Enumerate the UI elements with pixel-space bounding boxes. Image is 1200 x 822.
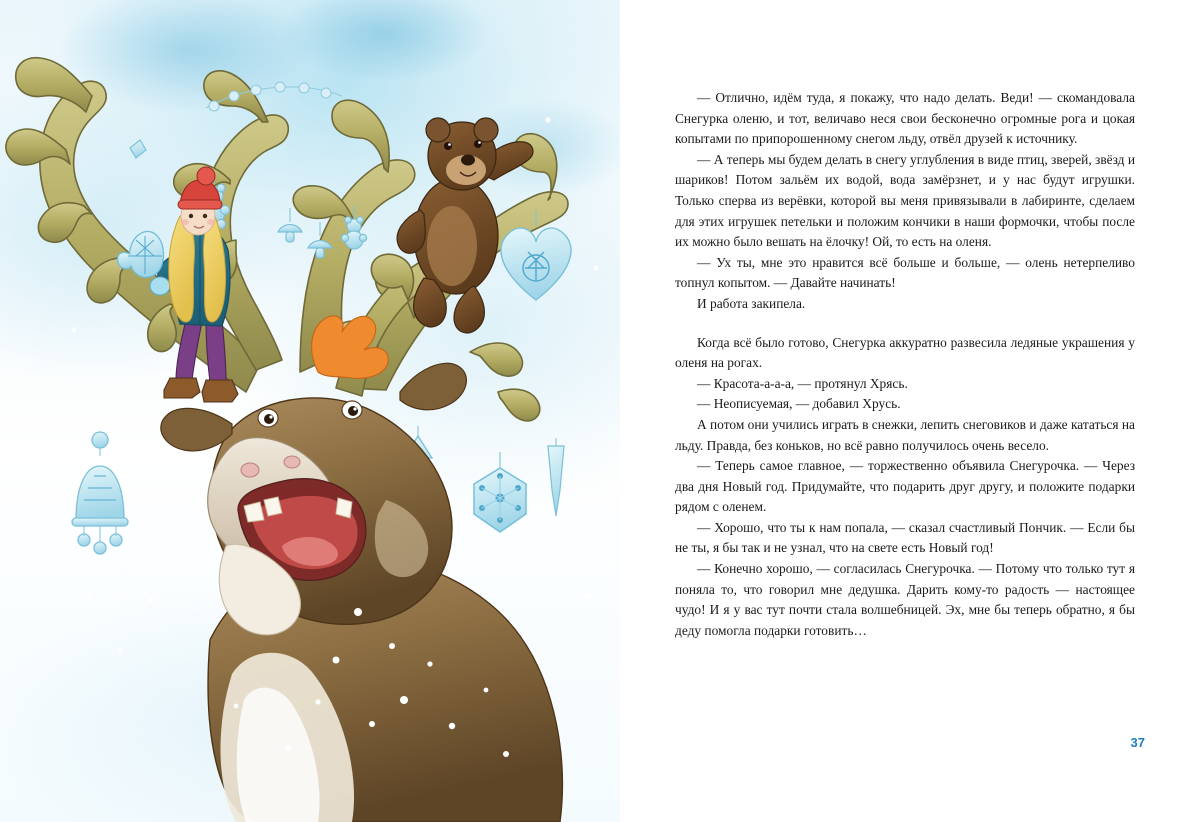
paragraph: И работа закипела. xyxy=(697,295,806,311)
page-number: 37 xyxy=(1130,735,1145,750)
ice-ornament-mitten xyxy=(130,140,146,158)
body-text xyxy=(675,88,1135,641)
paragraph: Когда всё было готово, Снегурка аккуратно развесила ледяные украшения у оленя на рогах. xyxy=(675,334,1135,371)
paragraph: — Ух ты, мне это нравится всё больше и больше, — олень нетерпеливо топнул копытом. — Давайте начинать! xyxy=(675,254,1135,291)
ice-ornament-icicle xyxy=(548,438,564,516)
paragraph: — Конечно хорошо, — согласилась Снегурочка. — Потому что только тут я поняла то, что говорил мне дедушка. Дарить кому-то радость — настоящее чудо! И я у вас тут почти стала волшебницей. Эх, мне бы теперь обратно, я бы деду помогла подарки готовить… xyxy=(675,561,1135,638)
paragraph: — Неописуемая, — добавил Хрусь. xyxy=(697,396,901,412)
paragraph: — А теперь мы будем делать в снегу углубления в виде птиц, зверей, звёзд и шариков! Потом зальём их водой, вода замёрзнет, и у нас будут игрушки. Только сперва из верёвки, которой вы меня привязывали в лабиринте, сделаем для этих игрушек петельки и положим кончики в наши формочки, чтобы после их можно было вешать на ёлочку! Ой, то есть на оленя. xyxy=(675,151,1135,250)
text-panel xyxy=(620,0,1200,822)
paragraph: — Отлично, идём туда, я покажу, что надо делать. Веди! — скомандовала Снегурка оленю, и тот, величаво неся свои бесконечно огромные рога и цокая копытами по припорошенному снегом льду, отвёл друзей к источнику. xyxy=(675,90,1135,147)
paragraph: — Красота-а-а-а, — протянул Хрясь. xyxy=(697,375,908,391)
paragraph: — Хорошо, что ты к нам попала, — сказал счастливый Пончик. — Если бы не ты, я бы так и не узнал, что на свете есть Новый год! xyxy=(675,519,1135,556)
paragraph: — Теперь самое главное, — торжественно объявила Снегурочка. — Через два дня Новый год. Придумайте, что подарить друг другу, и положите подарки рядом с оленем. xyxy=(675,458,1135,515)
ice-ornament-bell xyxy=(72,432,128,554)
paragraph: А потом они учились играть в снежки, лепить снеговиков и даже кататься на льду. Правда, без коньков, но всё равно получилось очень весело. xyxy=(675,416,1135,453)
